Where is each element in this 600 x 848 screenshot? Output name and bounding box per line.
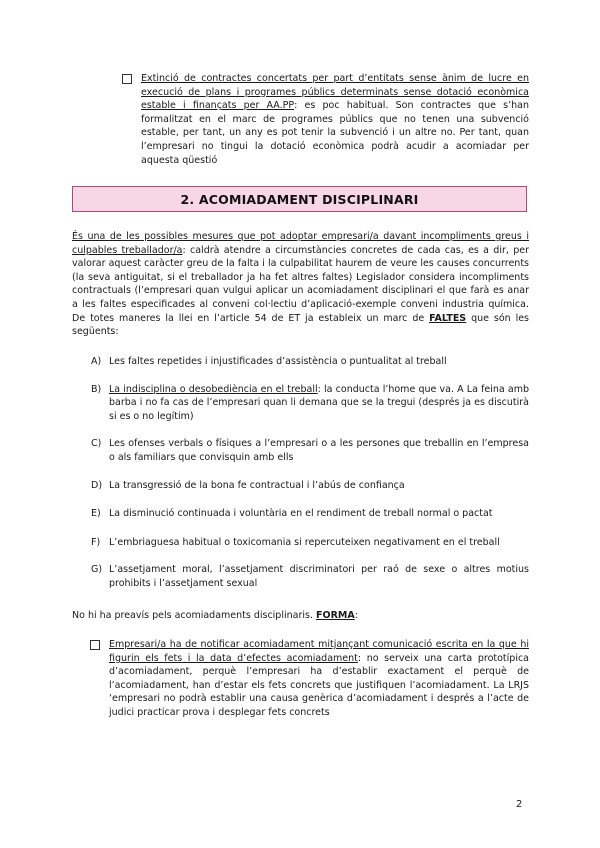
- list-letter: G): [91, 564, 103, 576]
- list-item-underlined: La indisciplina o desobediència en el treball: [109, 383, 318, 395]
- intro-underlined-text: És una de les possibles mesures que pot adoptar empresari/a davant incompliments greus i culpables treballador/a: [72, 231, 529, 256]
- list-item-text: La transgressió de la bona fe contractual i l’abús de confiança: [109, 479, 405, 491]
- list-letter: E): [91, 508, 101, 520]
- list-item: [91, 507, 529, 521]
- list-letter: F): [91, 536, 101, 548]
- intro-text: : caldrà atendre a circumstàncies concretes de cada cas, es a dir, per valorar aquest caràcter greu de la falta i la culpabilitat haurem de veure les causes concurrents (la seva antiguitat, si el treballador ja ha fet altres faltes) Legislador considera incompliments contractuals (l’empresari quan vulgui aplicar un acomiadament disciplinari el que farà es anar a les faltes especificades al conveni col·lectiu d’aplicació-exemple conveni industria química. De totes maneres la llei en l’article 54 de ET ja estableix un marc de: [72, 244, 529, 324]
- section-title: 2. ACOMIADAMENT DISCIPLINARI: [180, 191, 419, 207]
- list-item-text: La disminució continuada i voluntària en el rendiment de treball normal o pactat: [109, 508, 493, 520]
- list-item-text: L’assetjament moral, l’assetjament discriminatori per raó de sexe o altres motius prohibits i l’assetjament sexual: [109, 564, 529, 589]
- no-preavis-end: :: [354, 610, 358, 621]
- intro-end: que són les següents:: [72, 312, 529, 338]
- forma-keyword: FORMA: [316, 610, 355, 621]
- page-number: 2: [516, 799, 523, 810]
- bullet-forma: [109, 638, 529, 720]
- bullet-text: : no serveix una carta prototípica d’acomiadament, perquè l’empresari ha d’establir exactament el perquè de l’acomiadament, han d’estar els fets concrets que justifiquen l’acomiadament. La LRJS ‘empresari no podrà establir una causa genèrica d’acomiadament i després a l’acte de judici practicar prova i desplegar fets concrets: [109, 652, 530, 718]
- faltes-list: [91, 355, 529, 591]
- list-item-text: : la conducta l’home que va. A La feina amb barba i no fa cas de l’empresari quan li demana que se la tregui (després ja es discutirà si es o no legítim): [109, 383, 529, 422]
- list-letter: C): [91, 438, 102, 450]
- list-letter: D): [91, 479, 103, 491]
- list-item: [91, 479, 529, 493]
- list-letter: B): [91, 383, 102, 395]
- faltes-keyword: FALTES: [429, 312, 467, 324]
- list-item: [91, 355, 529, 369]
- list-item-text: L’embriaguesa habitual o toxicomania si repercuteixen negativament en el treball: [109, 536, 500, 548]
- list-item-text: Les ofenses verbals o físiques a l’empresari o a les persones que treballin en l’empresa o als familiars que convisquin amb ells: [109, 438, 529, 463]
- list-item: [91, 383, 529, 424]
- list-item-text: Les faltes repetides i injustificades d’assistència o puntualitat al treball: [109, 356, 447, 367]
- checkbox-icon: [90, 640, 100, 650]
- checkbox-icon: [122, 74, 132, 84]
- list-item: [91, 536, 529, 550]
- bullet-extincio-contractes: [141, 72, 529, 167]
- bullet-underlined-text: Extinció de contractes concertats per part d’entitats sense ànim de lucre en execució de plans i programes públics determinats sense dotació econòmica estable i finançats per AA.PP: [141, 73, 529, 112]
- bullet-text: : es poc habitual. Son contractes que s’han formalitzat en el marc de programes públics que no tenen una subvenció estable, per tant, un any es pot tenir la subvenció i un altre no. Per tant, quan l’empresari no tingui la dotació econòmica podrà acudir a acomiadar per aquesta qüestió: [141, 100, 529, 166]
- bullet-underlined-text: Empresari/a ha de notificar acomiadament mitjançant comunicació escrita en la que hi figurin els fets i la data d’efectes acomiadament: [109, 639, 529, 664]
- intro-paragraph: [72, 230, 529, 339]
- list-item: [91, 563, 529, 590]
- section-title-box: [72, 186, 527, 212]
- no-preavis-text: No hi ha preavís pels acomiadaments disciplinaris.: [72, 610, 316, 621]
- list-item: [91, 437, 529, 464]
- list-letter: A): [91, 356, 102, 367]
- no-preavis-line: [72, 609, 529, 623]
